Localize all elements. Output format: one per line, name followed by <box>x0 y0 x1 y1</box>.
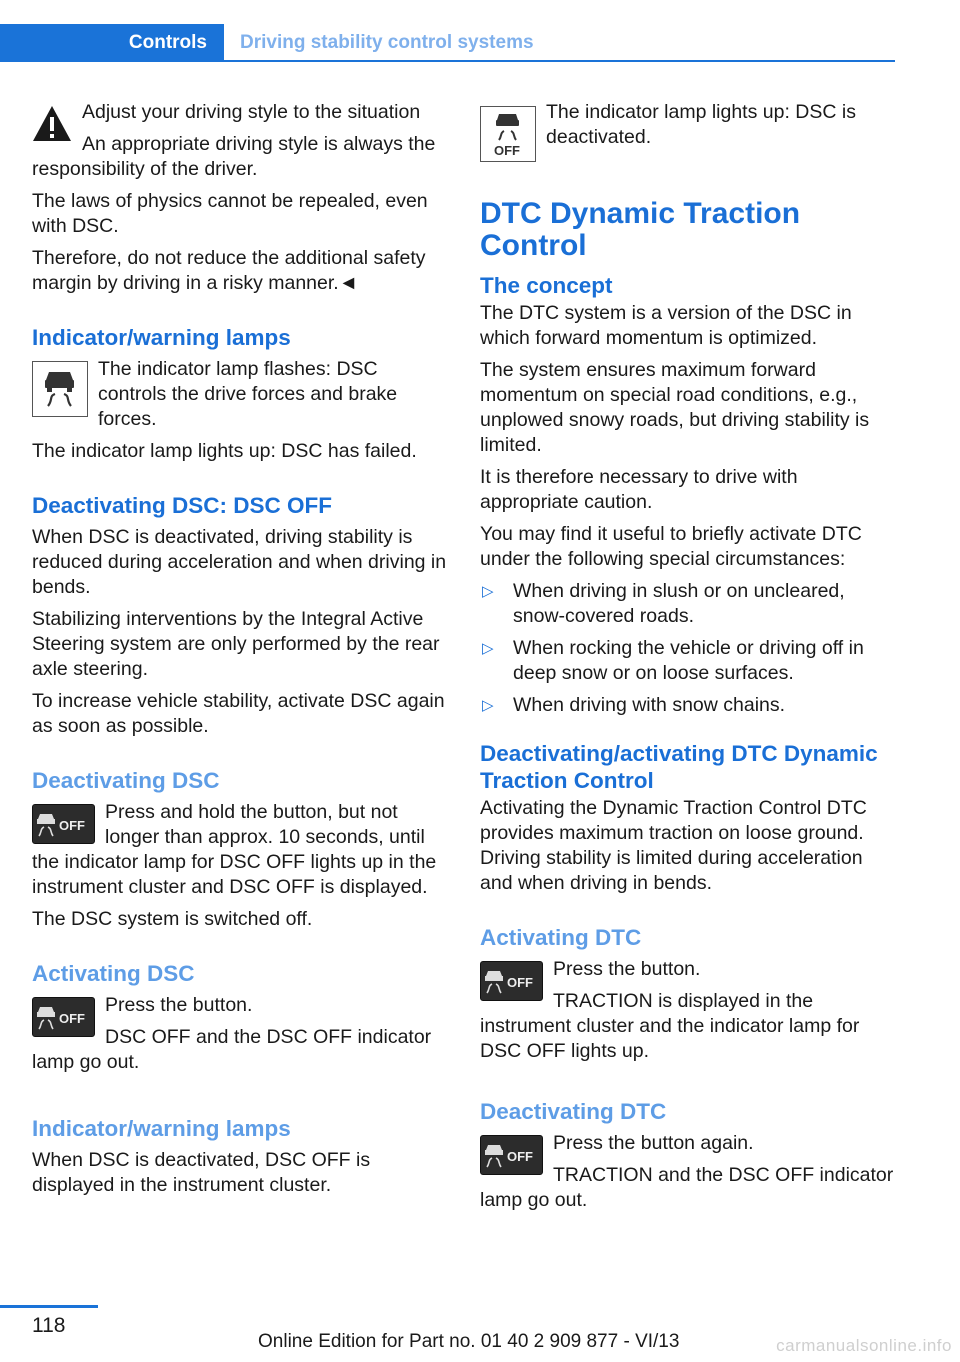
dsc-off-button-icon <box>32 997 95 1037</box>
section-heading: Deactivating/activating DTC Dynamic Traction Control <box>480 741 878 793</box>
off-label: OFF <box>59 818 85 833</box>
body-text: It is therefore necessary to drive with appropriate caution. <box>480 466 798 513</box>
subsection-heading: Activating DTC <box>480 925 642 950</box>
body-text: TRACTION is displayed in the instrument cluster and the indicator lamp for DSC OFF lights up. <box>480 990 860 1062</box>
dsc-off-button-icon <box>32 804 95 844</box>
right-column <box>480 100 895 1220</box>
warning-text: An appropriate driving style is always the responsibility of the driver. <box>32 133 436 180</box>
body-text: The indicator lamp flashes: DSC controls the drive forces and brake forces. <box>98 358 398 430</box>
body-text: To increase vehicle stability, activate DSC again as soon as possible. <box>32 690 445 737</box>
page-header <box>0 24 895 62</box>
chapter-title[interactable]: Driving stability control systems <box>240 32 534 53</box>
chapter-heading: DTC Dynamic Traction Control <box>480 197 801 262</box>
body-text: Press the button. <box>105 994 253 1016</box>
warning-title: Adjust your driving style to the situation <box>82 101 421 123</box>
dsc-off-button-icon <box>480 961 543 1001</box>
section-heading: Indicator/warning lamps <box>32 325 291 350</box>
list-item: ▷ When driving with snow chains. <box>482 694 786 716</box>
body-text: Press the button again. <box>553 1132 754 1154</box>
body-text: You may find it useful to briefly activate DTC under the following special circumstances: <box>480 523 862 570</box>
body-text: The indicator lamp lights up: DSC has failed. <box>32 440 417 462</box>
section-heading: The concept <box>480 273 613 298</box>
page-number: 118 <box>32 1314 66 1337</box>
list-item: ▷ When driving in slush or on uncleared, snow-covered roads. <box>482 580 845 627</box>
section-tab[interactable]: Controls <box>0 24 224 62</box>
body-text: Stabilizing interventions by the Integral Active Steering system are only performed by the rear axle steering. <box>32 608 440 680</box>
section-heading: Deactivating DSC: DSC OFF <box>32 493 333 518</box>
dsc-lamp-icon <box>32 361 88 417</box>
body-text: The DTC system is a version of the DSC in which forward momentum is optimized. <box>480 302 852 349</box>
off-label: OFF <box>507 1149 533 1164</box>
bullet-list <box>480 579 895 718</box>
body-text: Activating the Dynamic Traction Control DTC provides maximum traction on loose ground. Driving stability is limited during acceleration and when driving in bends. <box>480 797 867 894</box>
subsection-heading: Deactivating DSC <box>32 768 220 793</box>
subsection-heading: Deactivating DTC <box>480 1099 667 1124</box>
off-label: OFF <box>494 143 520 158</box>
list-item: ▷ When rocking the vehicle or driving off in deep snow or on loose surfaces. <box>482 637 864 684</box>
body-text: DSC OFF and the DSC OFF indicator lamp go out. <box>32 1026 432 1073</box>
off-label: OFF <box>59 1011 85 1026</box>
edition-text: Online Edition for Part no. 01 40 2 909 877 - VI/13 <box>258 1331 680 1352</box>
bullet-triangle-icon: ▷ <box>482 583 494 600</box>
bullet-triangle-icon: ▷ <box>482 640 494 657</box>
off-label: OFF <box>507 975 533 990</box>
left-column <box>32 100 447 1205</box>
dsc-off-button-icon <box>480 1135 543 1175</box>
footer-rule <box>0 1305 98 1308</box>
body-text: The system ensures maximum forward momentum on special road conditions, e.g., unplowed snowy roads, but driving stability is limited. <box>480 359 870 456</box>
subsection-heading: Indicator/warning lamps <box>32 1116 291 1141</box>
bullet-triangle-icon: ▷ <box>482 697 494 714</box>
body-text: The DSC system is switched off. <box>32 908 313 930</box>
warning-icon <box>32 104 72 151</box>
watermark: carmanualsonline.info <box>776 1336 952 1355</box>
body-text: Press and hold the button, but not longer than approx. 10 seconds, until the indicator lamp for DSC OFF lights up in the instrument cluster and DSC OFF is displayed. <box>32 801 437 898</box>
warning-text: Therefore, do not reduce the additional safety margin by driving in a risky manner.◄ <box>32 247 426 294</box>
warning-text: The laws of physics cannot be repealed, even with DSC. <box>32 190 428 237</box>
body-text: When DSC is deactivated, driving stability is reduced during acceleration and when driving in bends. <box>32 526 447 598</box>
body-text: The indicator lamp lights up: DSC is deactivated. <box>546 101 856 148</box>
body-text: When DSC is deactivated, DSC OFF is displayed in the instrument cluster. <box>32 1149 371 1196</box>
subsection-heading: Activating DSC <box>32 961 195 986</box>
body-text: TRACTION and the DSC OFF indicator lamp go out. <box>480 1164 894 1211</box>
dsc-off-lamp-icon <box>480 106 536 162</box>
body-text: Press the button. <box>553 958 701 980</box>
